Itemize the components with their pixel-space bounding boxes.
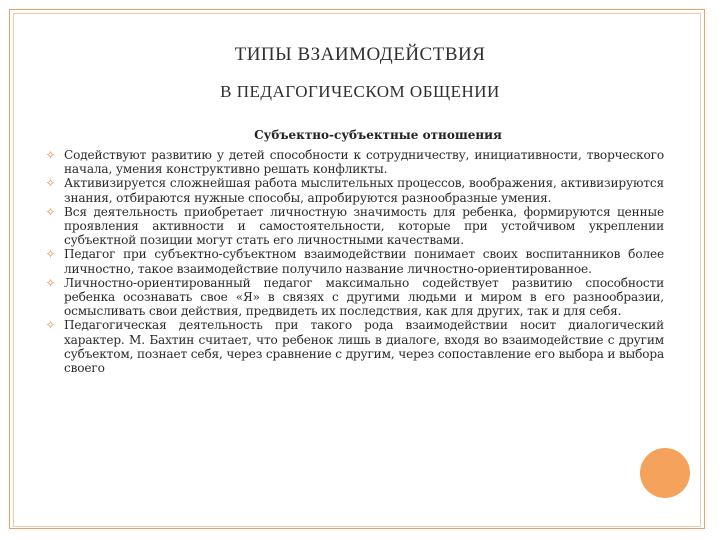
diamond-bullet-icon: ✧: [45, 247, 56, 262]
list-item-text: Педагогическая деятельность при такого рода взаимодействии носит диалогический характер. М. Бахтин считает, что ребенок лишь в диалоге, входя во взаимодействие с другим субъектом, познает себя, через сравнение с другим, через сопоставление его выбора и выбора своего: [64, 318, 664, 376]
list-item-text: Педагог при субъектно-субъектном взаимодействии понимает своих воспитанников более личностно, такое взаимодействие получило название личностно-ориентированное.: [64, 247, 664, 276]
list-item: [44, 148, 664, 176]
decorative-circle: [640, 448, 690, 498]
bullet-list: [44, 148, 664, 375]
list-item-text: Содействуют развитию у детей способности к сотрудничеству, инициативности, творческого начала, умения конструктивно решать конфликты.: [64, 148, 664, 177]
list-item: [44, 247, 664, 275]
diamond-bullet-icon: ✧: [45, 204, 56, 219]
diamond-bullet-icon: ✧: [45, 318, 56, 333]
list-item: [44, 176, 664, 204]
list-item: [44, 205, 664, 248]
list-item: [44, 276, 664, 319]
list-item: [44, 318, 664, 375]
list-item-text: Вся деятельность приобретает личностную значимость для ребенка, формируются ценные проявления активности и самостоятельности, которые при устойчивом укреплении субъектной позиции могут стать его личностными качествами.: [64, 204, 664, 248]
list-item-text: Активизируется сложнейшая работа мыслительных процессов, воображения, активизируются знания, отбираются нужные способы, апробируются разнообразные умения.: [64, 176, 664, 205]
diamond-bullet-icon: ✧: [45, 176, 56, 191]
diamond-bullet-icon: ✧: [45, 275, 56, 290]
slide-subtitle: Субъектно-субъектные отношения: [254, 128, 502, 142]
slide-title-line1: ТИПЫ ВЗАИМОДЕЙСТВИЯ: [234, 44, 486, 65]
slide-title-line2: В ПЕДАГОГИЧЕСКОМ ОБЩЕНИИ: [220, 82, 500, 101]
diamond-bullet-icon: ✧: [45, 148, 56, 162]
list-item-text: Личностно-ориентированный педагог максимально содействует развитию способности ребенка осознавать свое «Я» в связях с другими людьми и миром в его разнообразии, осмысливать свои действия, предвидеть их последствия, как для других, так и для себя.: [64, 275, 664, 319]
